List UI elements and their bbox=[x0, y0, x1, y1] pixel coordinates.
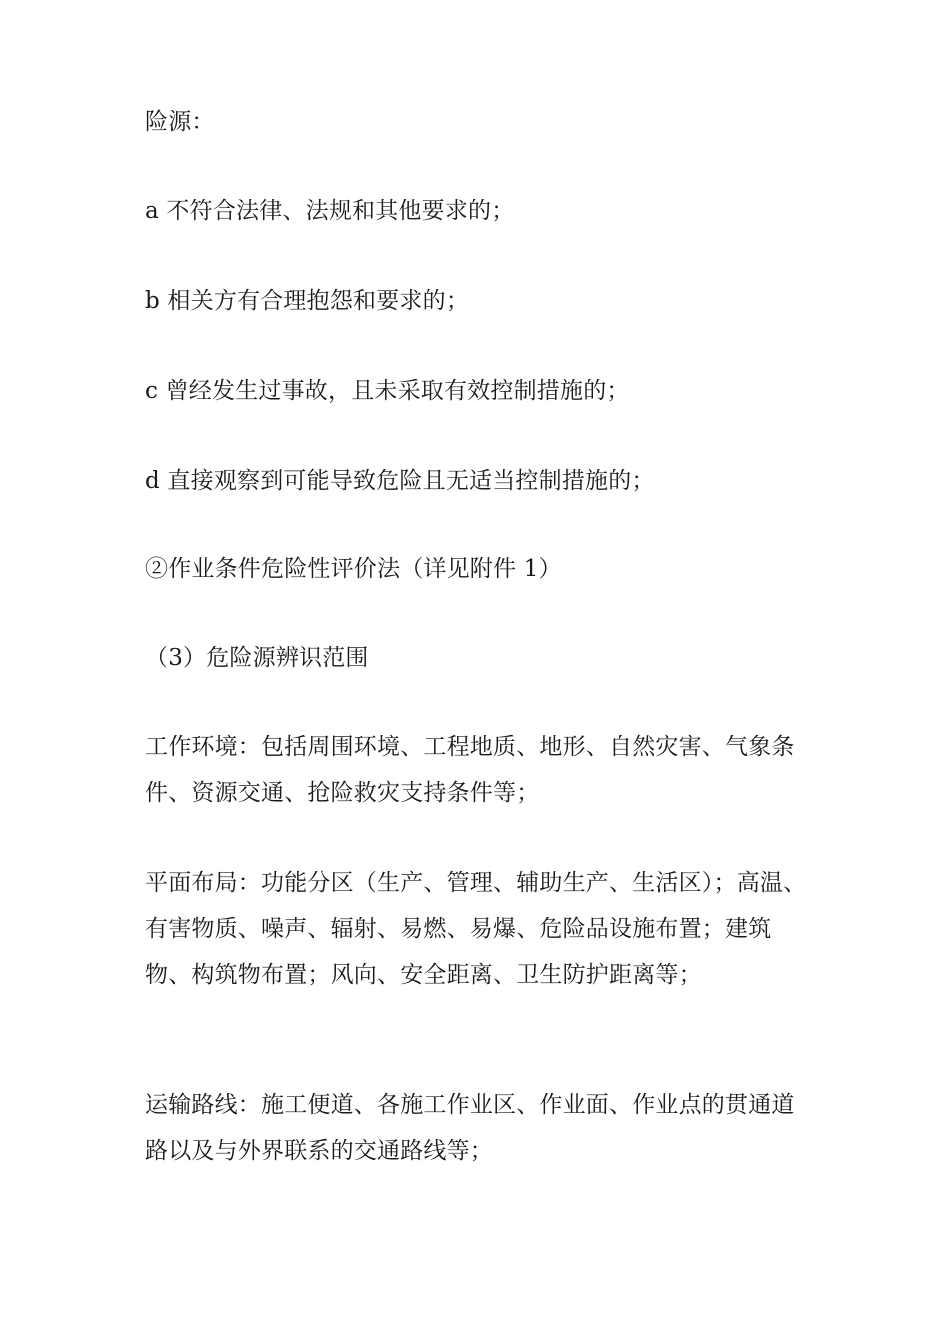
paragraph-work-environment: 工作环境：包括周围环境、工程地质、地形、自然灾害、气象条件、资源交通、抢险救灾支持条件等； bbox=[145, 734, 795, 806]
paragraph-item-b: b 相关方有合理抱怨和要求的； bbox=[145, 288, 470, 314]
paragraph-item-c: c 曾经发生过事故，且未采取有效控制措施的； bbox=[145, 378, 630, 404]
paragraph-hazard-source-heading: 险源： bbox=[145, 109, 215, 135]
paragraph-item-a: a 不符合法律、法规和其他要求的； bbox=[145, 198, 515, 224]
paragraph-transport-routes: 运输路线：施工便道、各施工作业区、作业面、作业点的贯通道路以及与外界联系的交通路线等； bbox=[145, 1092, 795, 1164]
section-heading-identification-scope: （3）危险源辨识范围 bbox=[145, 645, 369, 671]
paragraph-item-d: d 直接观察到可能导致危险且无适当控制措施的； bbox=[145, 468, 655, 494]
paragraph-plan-layout: 平面布局：功能分区（生产、管理、辅助生产、生活区）；高温、有害物质、噪声、辐射、易燃、易爆、危险品设施布置；建筑物、构筑物布置；风向、安全距离、卫生防护距离等； bbox=[145, 870, 807, 988]
paragraph-evaluation-method: ②作业条件危险性评价法（详见附件 1） bbox=[145, 556, 562, 582]
